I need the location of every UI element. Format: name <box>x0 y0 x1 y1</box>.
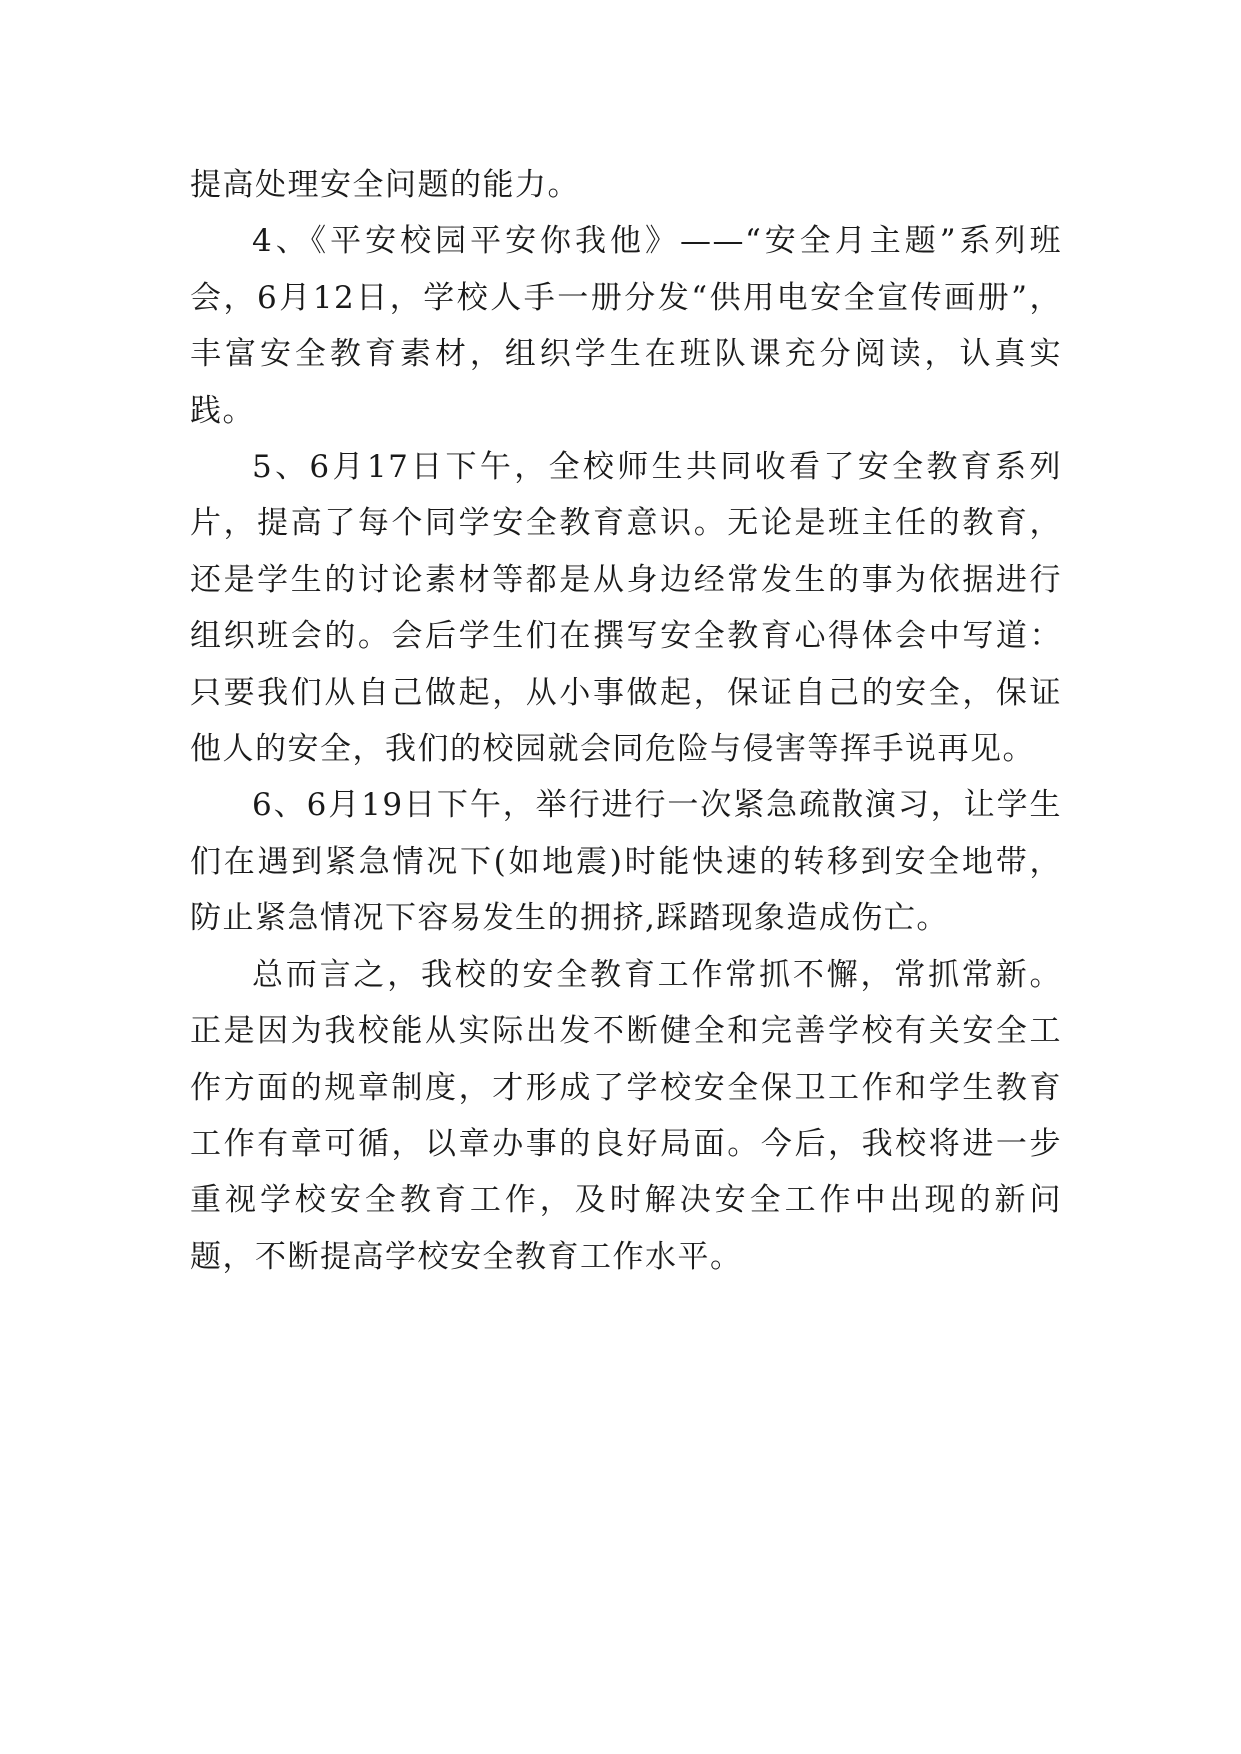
paragraph-5: 总而言之，我校的安全教育工作常抓不懈，常抓常新。正是因为我校能从实际出发不断健全和完善学校有关安全工作方面的规章制度，才形成了学校安全保卫工作和学生教育工作有章可循，以章办事的良好局面。今后，我校将进一步重视学校安全教育工作，及时解决安全工作中出现的新问题，不断提高学校安全教育工作水平。 <box>190 956 1062 1275</box>
paragraph-3: 5、6月17日下午，全校师生共同收看了安全教育系列片，提高了每个同学安全教育意识。无论是班主任的教育，还是学生的讨论素材等都是从身边经常发生的事为依据进行组织班会的。会后学生们在撰写安全教育心得体会中写道：只要我们从自己做起，从小事做起，保证自己的安全，保证他人的安全，我们的校园就会同危险与侵害等挥手说再见。 <box>190 449 1062 768</box>
document-body <box>190 157 1062 1285</box>
paragraph-4: 6、6月19日下午，举行进行一次紧急疏散演习，让学生们在遇到紧急情况下(如地震)时能快速的转移到安全地带，防止紧急情况下容易发生的拥挤,踩踏现象造成伤亡。 <box>190 787 1062 937</box>
paragraph-1: 提高处理安全问题的能力。 <box>190 167 580 203</box>
paragraph-2: 4、《平安校园平安你我他》——“安全月主题”系列班会，6月12日，学校人手一册分发“供用电安全宣传画册”，丰富安全教育素材，组织学生在班队课充分阅读，认真实践。 <box>190 223 1062 429</box>
